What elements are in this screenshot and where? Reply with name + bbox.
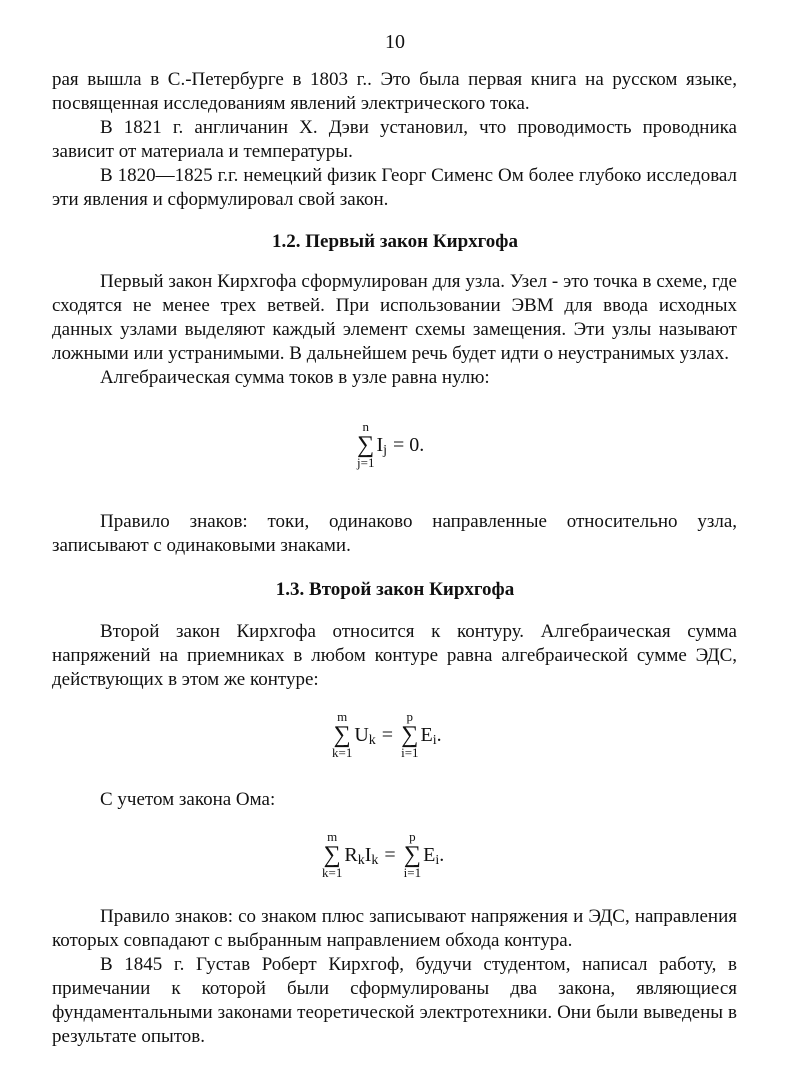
formula-second-law-ohm: m ∑ k=1 R k I k = p ∑ i=1 E i . (322, 829, 445, 880)
sign-rule-first-law: Правило знаков: токи, одинаково направленные относительно узла, записывают с одинаковыми знаками. (52, 511, 737, 556)
section-1-2-text (52, 270, 737, 390)
intro-text (52, 68, 737, 212)
section-1-2-after (52, 510, 737, 558)
section-1-2-paragraph-2: Алгебраическая сумма токов в узле равна нулю: (100, 367, 490, 388)
section-heading-1-3: 1.3. Второй закон Кирхгофа (275, 579, 515, 600)
section-1-3-after (52, 905, 737, 1049)
ohm-label-block (52, 788, 737, 812)
intro-paragraph-3: В 1820—1825 г.г. немецкий физик Георг Сименс Ом более глубоко исследовал эти явления и сформулировал свой закон. (52, 165, 737, 210)
sum-symbol-right: p ∑ i=1 (403, 829, 422, 880)
sign-rule-second-law: Правило знаков: со знаком плюс записывают напряжения и ЭДС, направления которых совпадают с выбранным направлением обхода контура. (52, 906, 737, 951)
formula-first-law: n ∑ j=1 I j = 0. (357, 419, 425, 470)
history-paragraph: В 1845 г. Густав Роберт Кирхгоф, будучи студентом, написал работу, в примечании к которой были сформулированы два закона, являющиеся фундаментальными законами теоретической электротехники. Они были выведены в результате опытов. (52, 954, 737, 1047)
section-1-2-paragraph-1: Первый закон Кирхгофа сформулирован для узла. Узел - это точка в схеме, где сходятся не менее трех ветвей. При использовании ЭВМ для ввода исходных данных узлами выделяют каждый элемент схемы замещения. Эти узлы называют ложными или устранимыми. В дальнейшем речь будет идти о неустранимых узлах. (52, 271, 737, 364)
intro-paragraph-2: В 1821 г. англичанин Х. Дэви установил, что проводимость проводника зависит от материала и температуры. (52, 117, 737, 162)
sum-symbol-left: m ∑ k=1 (322, 829, 343, 880)
ohm-label: С учетом закона Ома: (100, 789, 276, 810)
section-1-3-paragraph-1: Второй закон Кирхгофа относится к контуру. Алгебраическая сумма напряжений на приемниках в любом контуре равна алгебраической сумме ЭДС, действующих в этом же контуре: (52, 621, 737, 690)
intro-paragraph-1: рая вышла в С.-Петербурге в 1803 г.. Это была первая книга на русском языке, посвященная исследованиям явлений электрического тока. (52, 69, 737, 114)
formula-second-law: m ∑ k=1 U k = p ∑ i=1 E i . (332, 709, 442, 760)
page-number: 10 (385, 31, 405, 53)
section-heading-1-2: 1.2. Первый закон Кирхгофа (272, 231, 518, 252)
sum-symbol-left: m ∑ k=1 (332, 709, 353, 760)
sum-symbol: n ∑ j=1 (357, 419, 375, 470)
sum-symbol-right: p ∑ i=1 (401, 709, 419, 760)
section-1-3-text (52, 620, 737, 692)
